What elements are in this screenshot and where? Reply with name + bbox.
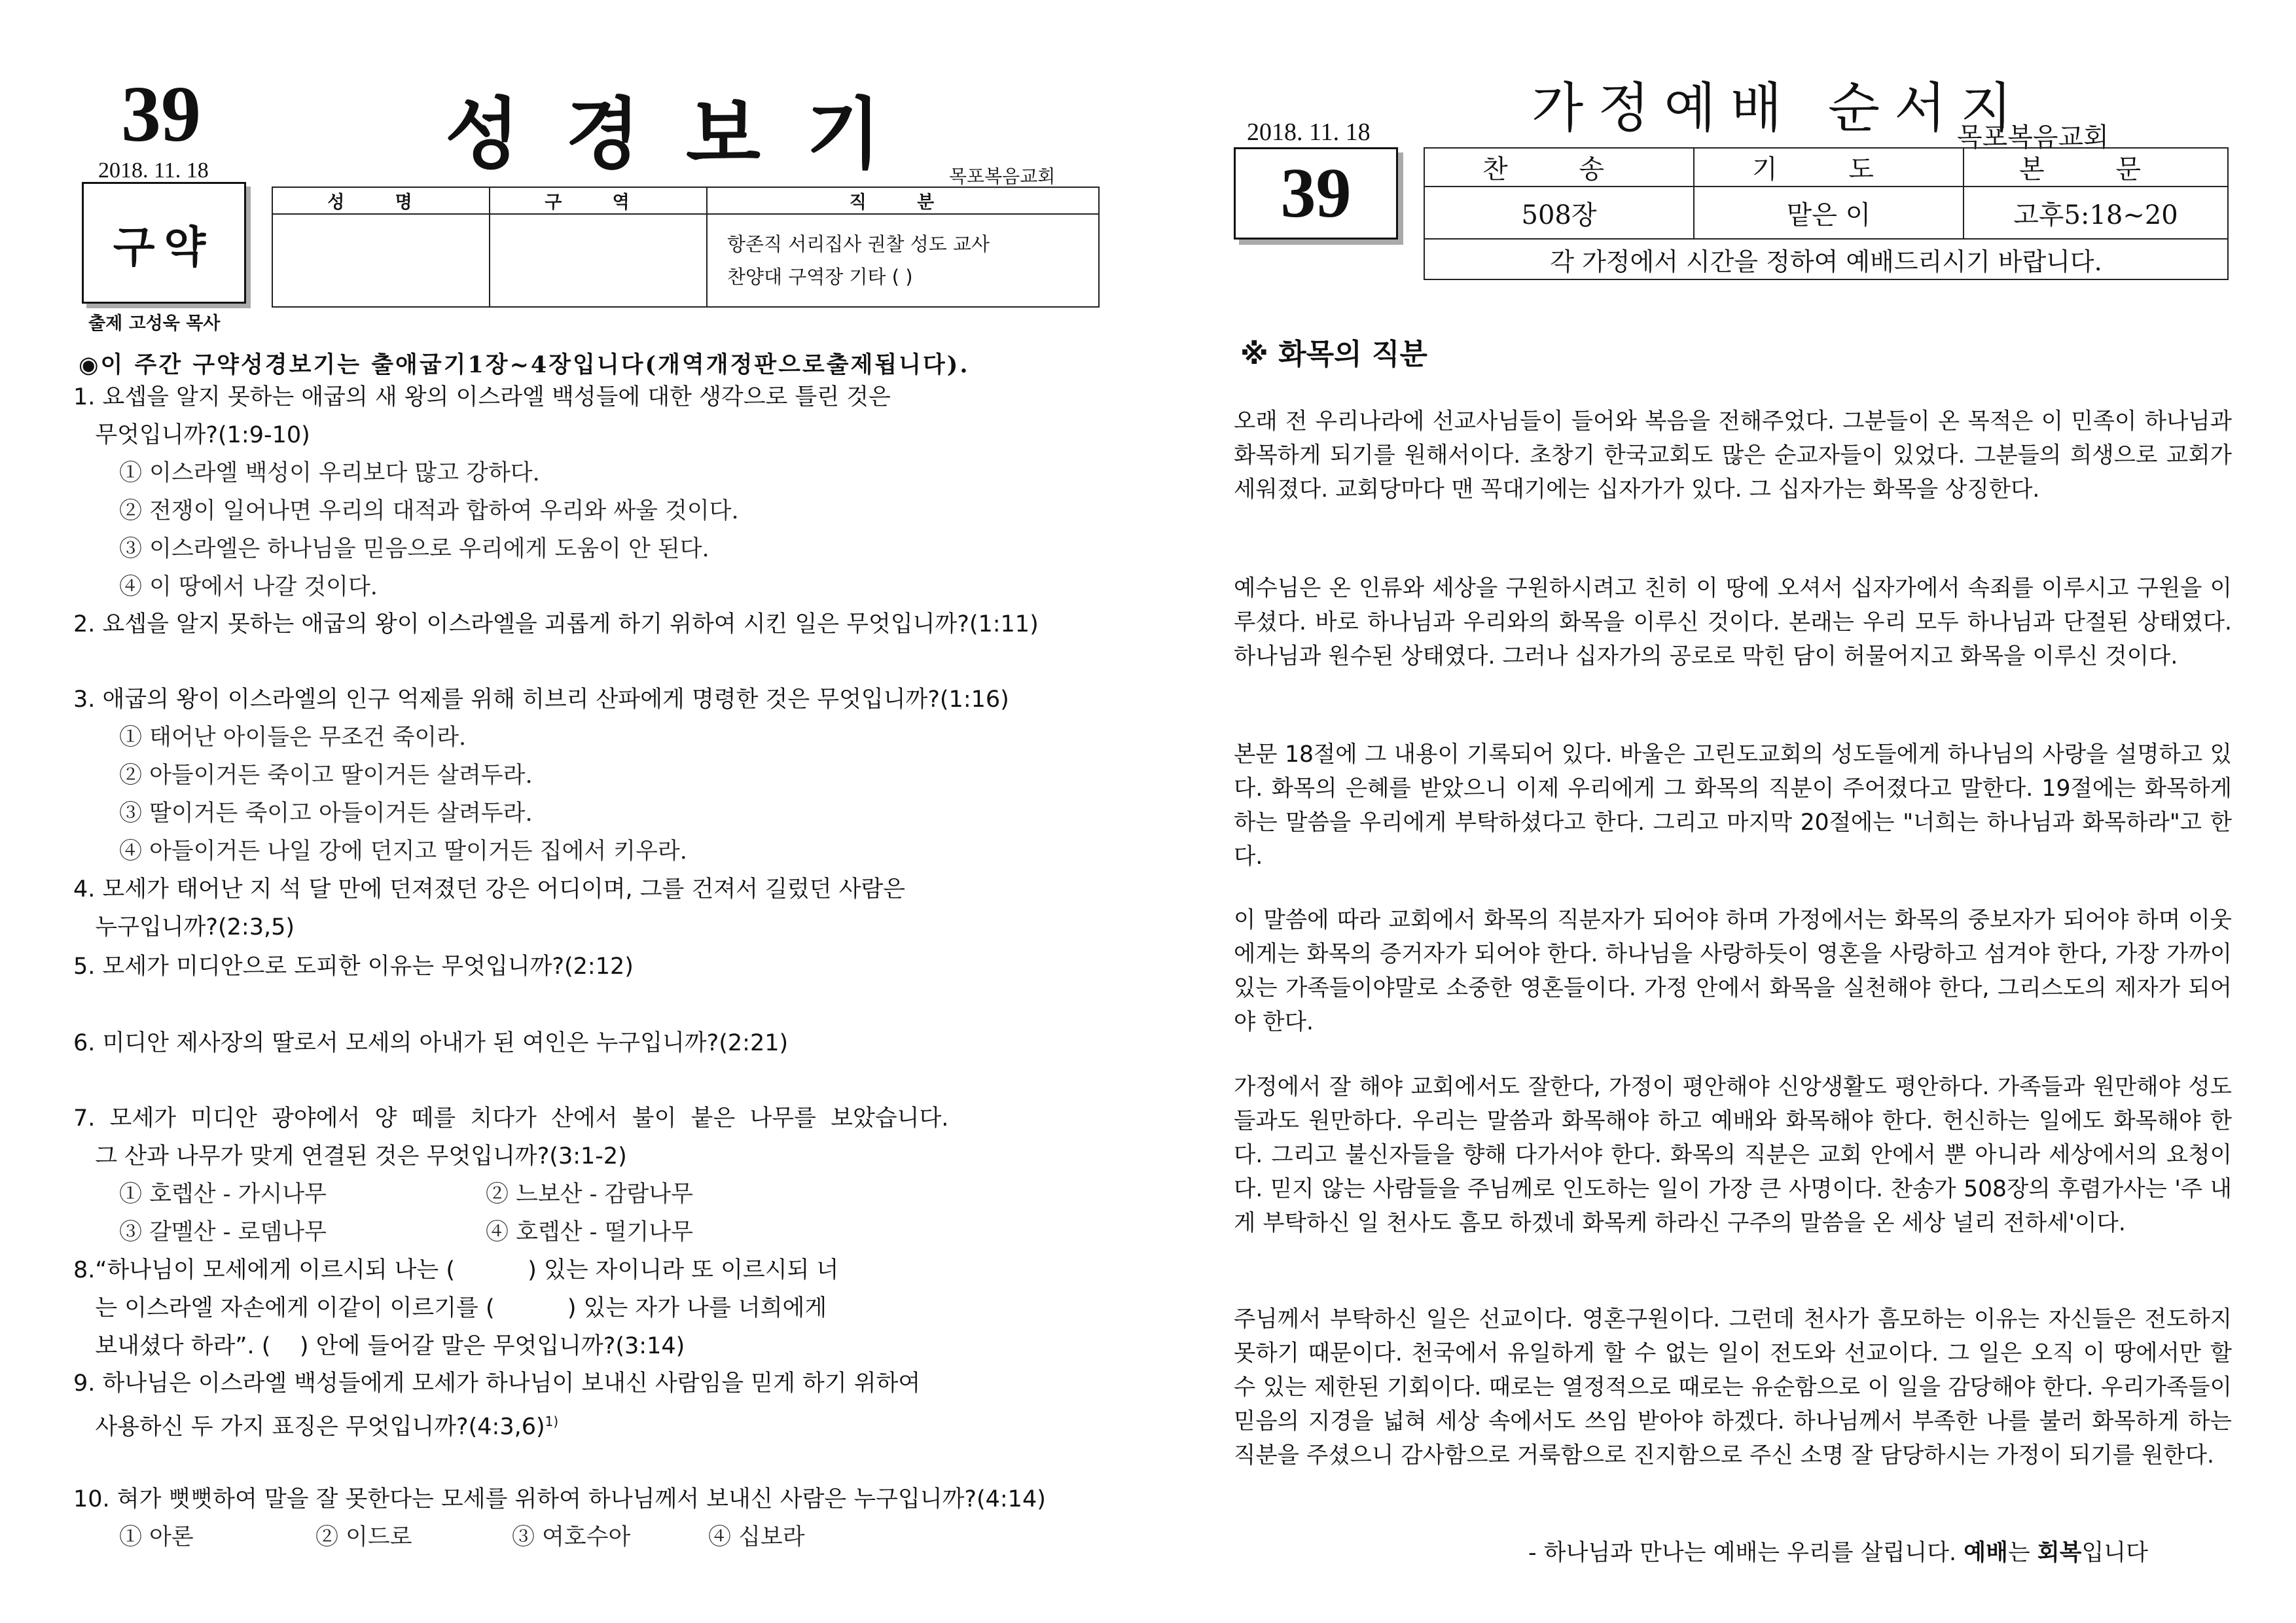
question-8-line-3: 보내셨다 하라”. ( ) 안에 들어갈 말은 무엇입니까?(3:14)	[73, 1333, 685, 1359]
question-10-text: 10. 혀가 뻣뻣하여 말을 잘 못한다는 모세를 위하여 하나님께서 보내신 사람은 누구입니까?(4:14)	[73, 1486, 1046, 1512]
question-8-line-1: 8.“하나님이 모세에게 이르시되 나는 ( ) 있는 자이니라 또 이르시되 너	[73, 1257, 839, 1283]
question-3-option-4: ④ 아들이거든 나일 강에 던지고 딸이거든 집에서 키우라.	[119, 838, 687, 865]
duty-line-1: 항존직 서리집사 권찰 성도 교사	[727, 233, 990, 255]
prayer-leader: 맡은 이	[1694, 187, 1964, 239]
worship-church-name: 목포복음교회	[1957, 122, 2109, 152]
question-6-text: 6. 미디안 제사장의 딸로서 모세의 아내가 된 여인은 누구입니까?(2:21)	[73, 1030, 789, 1056]
question-2	[73, 605, 1039, 643]
question-1	[73, 378, 891, 606]
question-5	[73, 948, 634, 986]
question-3	[73, 681, 1009, 870]
question-1-option-4: ④ 이 땅에서 나갈 것이다.	[119, 574, 378, 600]
question-9-line-1: 9. 하나님은 이스라엘 백성들에게 모세가 하나님이 보내신 사람임을 믿게 하기 위하여	[73, 1370, 921, 1397]
worship-order-table	[1424, 147, 2229, 280]
question-3-option-1: ① 태어난 아이들은 무조건 죽이라.	[119, 724, 467, 751]
question-8-line-2: 는 이스라엘 자손에게 이같이 이르기를 ( ) 있는 자가 나를 너희에게	[73, 1295, 827, 1321]
worship-notice: 각 가정에서 시간을 정하여 예배드리시기 바랍니다.	[1424, 239, 2228, 279]
question-1-option-2: ② 전쟁이 일어나면 우리의 대적과 합하여 우리와 싸울 것이다.	[119, 498, 739, 524]
closing-suffix: 입니다	[2081, 1540, 2148, 1566]
question-10-options	[73, 1518, 1046, 1556]
question-7-option-2: ② 느보산 - 감람나무	[486, 1181, 693, 1207]
header-prayer: 기 도	[1694, 148, 1964, 187]
question-7-options	[73, 1175, 948, 1251]
question-3-option-2: ② 아들이거든 죽이고 딸이거든 살려두라.	[119, 762, 533, 789]
question-9-line-2-text: 사용하신 두 가지 표징은 무엇입니까?(4:3,6)	[73, 1414, 545, 1440]
church-name: 목포복음교회	[949, 166, 1056, 187]
question-1-option-3: ③ 이스라엘은 하나님을 믿음으로 우리에게 도움이 안 된다.	[119, 536, 709, 562]
header-name: 성 명	[272, 187, 490, 214]
closing-bold-restoration: 회복	[2037, 1540, 2082, 1566]
question-8	[73, 1251, 838, 1365]
question-1-line-2: 무엇입니까?(1:9-10)	[73, 422, 310, 448]
question-10	[73, 1480, 1046, 1556]
author-credit: 출제 고성욱 목사	[88, 313, 221, 334]
header-district: 구 역	[490, 187, 707, 214]
question-7-line-1: 7. 모세가 미디안 광야에서 양 떼를 치다가 산에서 불이 붙은 나무를 보았습니다.	[73, 1105, 949, 1132]
hymn-number: 508장	[1424, 187, 1694, 239]
question-7	[73, 1099, 948, 1251]
testament-tag: 구약	[82, 182, 246, 304]
question-9-line-2	[73, 1402, 920, 1446]
scripture-reference: 고후5:18~20	[1964, 187, 2228, 239]
district-field[interactable]	[490, 214, 707, 307]
header-scripture: 본 문	[1964, 148, 2228, 187]
question-10-option-4: ④ 십보라	[708, 1524, 805, 1550]
sermon-paragraph-5: 가정에서 잘 해야 교회에서도 잘한다, 가정이 평안해야 신앙생활도 평안하다. 가족들과 원만해야 성도들과도 원만하다. 우리는 말씀과 화목해야 하고 예배와 화목해야 한다. 헌신하는 일에도 화목해야 한다. 그리고 불신자들을 향해 다가서야 한다. 화목의 직분은 교회 안에서 뿐 아니라 세상에서의 요청이다. 믿지 않는 사람들을 주님께로 인도하는 일이 가장 큰 사명이다. 찬송가 508장의 후렴가사는 '주 내게 부탁하신 일 천사도 흠모 하겠네 화목케 하라신 구주의 말씀을 온 세상 널리 전하세'이다.	[1234, 1074, 2232, 1236]
question-10-option-2: ② 이드로	[315, 1524, 412, 1550]
page-title: 성경보기	[445, 88, 927, 179]
closing-bold-worship: 예배	[1964, 1540, 2008, 1566]
question-4-line-1: 4. 모세가 태어난 지 석 달 만에 던져졌던 강은 어디이며, 그를 건져서 길렀던 사람은	[73, 876, 906, 902]
quiz-intro: ◉이 주간 구약성경보기는 출애굽기1장~4장입니다(개역개정판으로출제됩니다).	[79, 351, 970, 378]
question-4	[73, 870, 905, 946]
worship-issue-number: 39	[1234, 147, 1398, 240]
sermon-paragraph-1: 오래 전 우리나라에 선교사님들이 들어와 복음을 전해주었다. 그분들이 온 목적은 이 민족이 하나님과 화목하게 되기를 원해서이다. 초창기 한국교회도 많은 순교자들이 있었다. 그분들의 희생으로 교회가 세워졌다. 교회당마다 맨 꼭대기에는 십자가가 있다. 그 십자가는 화목을 상징한다.	[1234, 408, 2232, 503]
question-7-line-2: 그 산과 나무가 맞게 연결된 것은 무엇입니까?(3:1-2)	[73, 1143, 627, 1169]
question-3-option-3: ③ 딸이거든 죽이고 아들이거든 살려두라.	[119, 800, 533, 827]
sermon-paragraph-4: 이 말씀에 따라 교회에서 화목의 직분자가 되어야 하며 가정에서는 화목의 중보자가 되어야 하며 이웃에게는 화목의 증거자가 되어야 한다. 하나님을 사랑하듯이 영혼을 사랑하고 섬겨야 한다, 가장 가까이 있는 가족들이야말로 소중한 영혼들이다. 가정 안에서 화목을 실천해야 한다, 그리스도의 제자가 되어야 한다.	[1234, 907, 2232, 1035]
duty-options[interactable]	[707, 214, 1099, 307]
question-1-line-1: 1. 요셉을 알지 못하는 애굽의 새 왕의 이스라엘 백성들에 대한 생각으로 틀린 것은	[73, 384, 891, 410]
sermon-paragraph-6: 주님께서 부탁하신 일은 선교이다. 영혼구원이다. 그런데 천사가 흠모하는 이유는 자신들은 전도하지 못하기 때문이다. 천국에서 유일하게 할 수 없는 일이 전도와 선교이다. 그 일은 오직 이 땅에서만 할 수 있는 제한된 기회이다. 때로는 열정적으로 때로는 유순함으로 이 일을 감당해야 한다. 우리가족들이 믿음의 지경을 넓혀 세상 속에서도 쓰임 받아야 하겠다. 하나님께서 부족한 나를 불러 화목하게 하는 직분을 주셨으니 감사함으로 거룩함으로 진지함으로 주신 소명 잘 담당하시는 가정이 되기를 원한다.	[1234, 1306, 2232, 1469]
header-duty: 직 분	[707, 187, 1099, 214]
sermon-paragraph-2: 예수님은 온 인류와 세상을 구원하시려고 친히 이 땅에 오셔서 십자가에서 속죄를 이루시고 구원을 이루셨다. 바로 하나님과 우리와의 화목을 이루신 것이다. 본래는 우리 모두 하나님과 단절된 상태였다. 하나님과 원수된 상태였다. 그러나 십자가의 공로로 막힌 담이 허물어지고 화목을 이루신 것이다.	[1234, 575, 2232, 669]
header-hymn: 찬 송	[1424, 148, 1694, 187]
question-7-option-4: ④ 호렙산 - 떨기나무	[486, 1219, 693, 1245]
question-1-option-1: ① 이스라엘 백성이 우리보다 많고 강하다.	[119, 460, 540, 486]
worship-title: 가정예배 순서지	[1532, 77, 2027, 139]
question-5-text: 5. 모세가 미디안으로 도피한 이유는 무엇입니까?(2:12)	[73, 954, 634, 980]
question-10-option-1: ① 아론	[119, 1524, 194, 1550]
question-4-line-2: 누구입니까?(2:3,5)	[73, 914, 295, 940]
sermon-paragraph-3: 본문 18절에 그 내용이 기록되어 있다. 바울은 고린도교회의 성도들에게 하나님의 사랑을 설명하고 있다. 화목의 은혜를 받았으니 이제 우리에게 그 화목의 직분이 주어졌다고 말한다. 19절에는 화목하게 하는 말씀을 우리에게 부탁하셨다고 한다. 그리고 마지막 20절에는 "너희는 하나님과 화목하라"고 한다.	[1234, 741, 2232, 870]
question-2-text: 2. 요셉을 알지 못하는 애굽의 왕이 이스라엘을 괴롭게 하기 위하여 시킨 일은 무엇입니까?(1:11)	[73, 611, 1039, 637]
closing-mid: 는	[2007, 1540, 2037, 1566]
name-field[interactable]	[272, 214, 490, 307]
worship-date: 2018. 11. 18	[1247, 118, 1371, 146]
question-7-option-1: ① 호렙산 - 가시나무	[119, 1181, 327, 1207]
duty-line-2: 찬양대 구역장 기타 ( )	[727, 266, 913, 288]
footnote-marker: 1)	[545, 1414, 559, 1429]
question-7-option-3: ③ 갈멜산 - 로뎀나무	[119, 1219, 327, 1245]
issue-date: 2018. 11. 18	[98, 158, 209, 183]
issue-number: 39	[121, 70, 201, 158]
question-10-option-3: ③ 여호수아	[512, 1524, 631, 1550]
question-6	[73, 1024, 788, 1062]
question-3-text: 3. 애굽의 왕이 이스라엘의 인구 억제를 위해 히브리 산파에게 명령한 것은 무엇입니까?(1:16)	[73, 687, 1009, 713]
closing-prefix: - 하나님과 만나는 예배는 우리를 살립니다.	[1528, 1540, 1964, 1566]
question-9	[73, 1364, 920, 1446]
closing-line	[1528, 1535, 2148, 1567]
answer-form-table	[272, 187, 1100, 308]
sermon-title: ※ 화목의 직분	[1240, 338, 1427, 371]
